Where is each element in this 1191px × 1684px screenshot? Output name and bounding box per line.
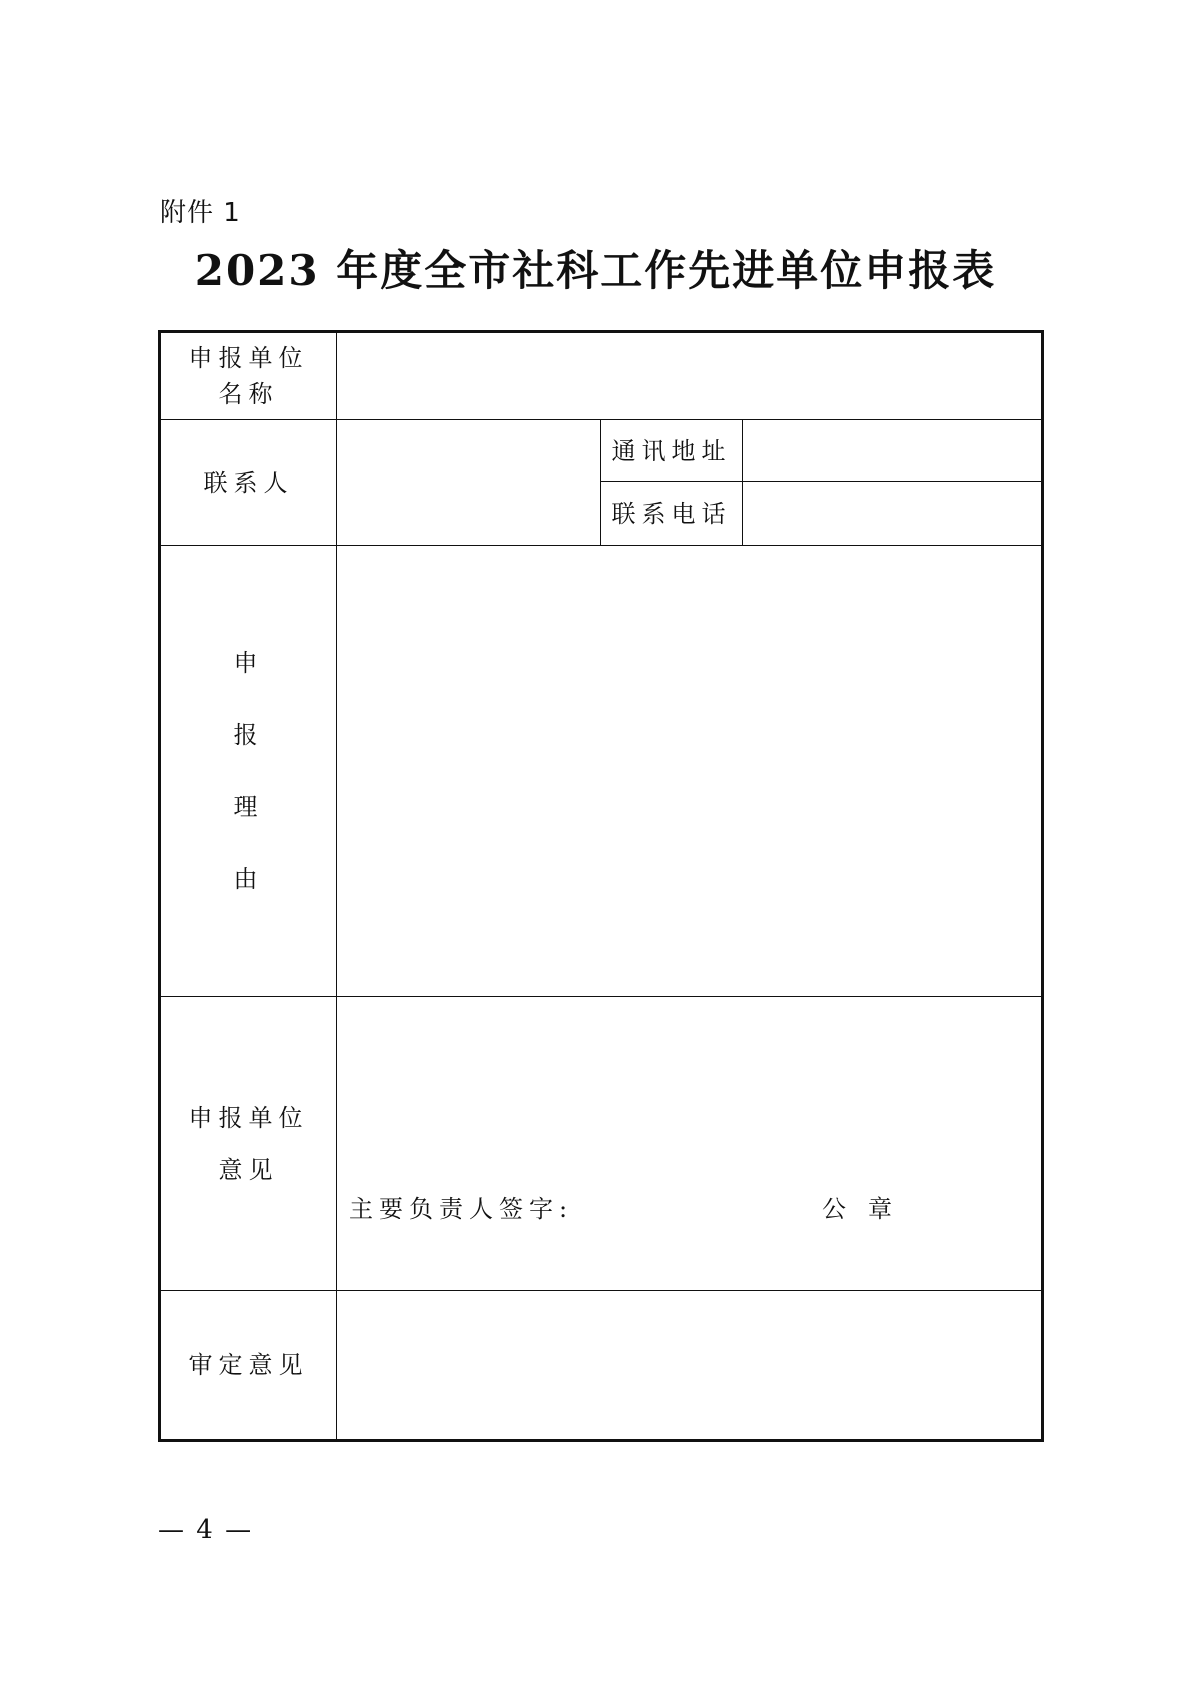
address-field[interactable] xyxy=(743,420,1043,482)
unit-opinion-label-text: 申报单位 意见 xyxy=(188,1103,309,1184)
row-application-reason xyxy=(160,546,1043,997)
unit-name-label-text: 申报单位 名称 xyxy=(188,344,309,408)
unit-name-field[interactable] xyxy=(337,332,1043,420)
document-title: 2023 年度全市社科工作先进单位申报表 xyxy=(194,246,997,295)
application-reason-field[interactable] xyxy=(337,546,1043,997)
reason-char-2: 报 xyxy=(233,721,264,749)
row-unit-opinion xyxy=(160,997,1043,1291)
seal-label: 公章 xyxy=(822,1195,914,1223)
unit-name-label xyxy=(160,332,337,420)
row-review-opinion xyxy=(160,1291,1043,1441)
contact-label: 联系人 xyxy=(160,420,337,546)
address-label: 通讯地址 xyxy=(601,420,743,482)
page-number: — 4 — xyxy=(158,1515,254,1545)
row-contact-address xyxy=(160,420,1043,482)
phone-field[interactable] xyxy=(743,482,1043,546)
unit-opinion-label xyxy=(160,997,337,1291)
signature-label: 主要负责人签字: xyxy=(349,1195,574,1223)
review-opinion-field[interactable] xyxy=(337,1291,1043,1441)
row-unit-name xyxy=(160,332,1043,420)
phone-label: 联系电话 xyxy=(601,482,743,546)
application-form-table xyxy=(158,330,1044,1442)
reason-char-1: 申 xyxy=(233,649,264,677)
reason-char-3: 理 xyxy=(233,793,264,821)
attachment-label: 附件 1 xyxy=(160,198,241,228)
application-reason-label xyxy=(160,546,337,997)
reason-char-4: 由 xyxy=(233,865,264,893)
unit-opinion-field[interactable] xyxy=(337,997,1043,1291)
contact-field[interactable] xyxy=(337,420,601,546)
review-opinion-label: 审定意见 xyxy=(160,1291,337,1441)
